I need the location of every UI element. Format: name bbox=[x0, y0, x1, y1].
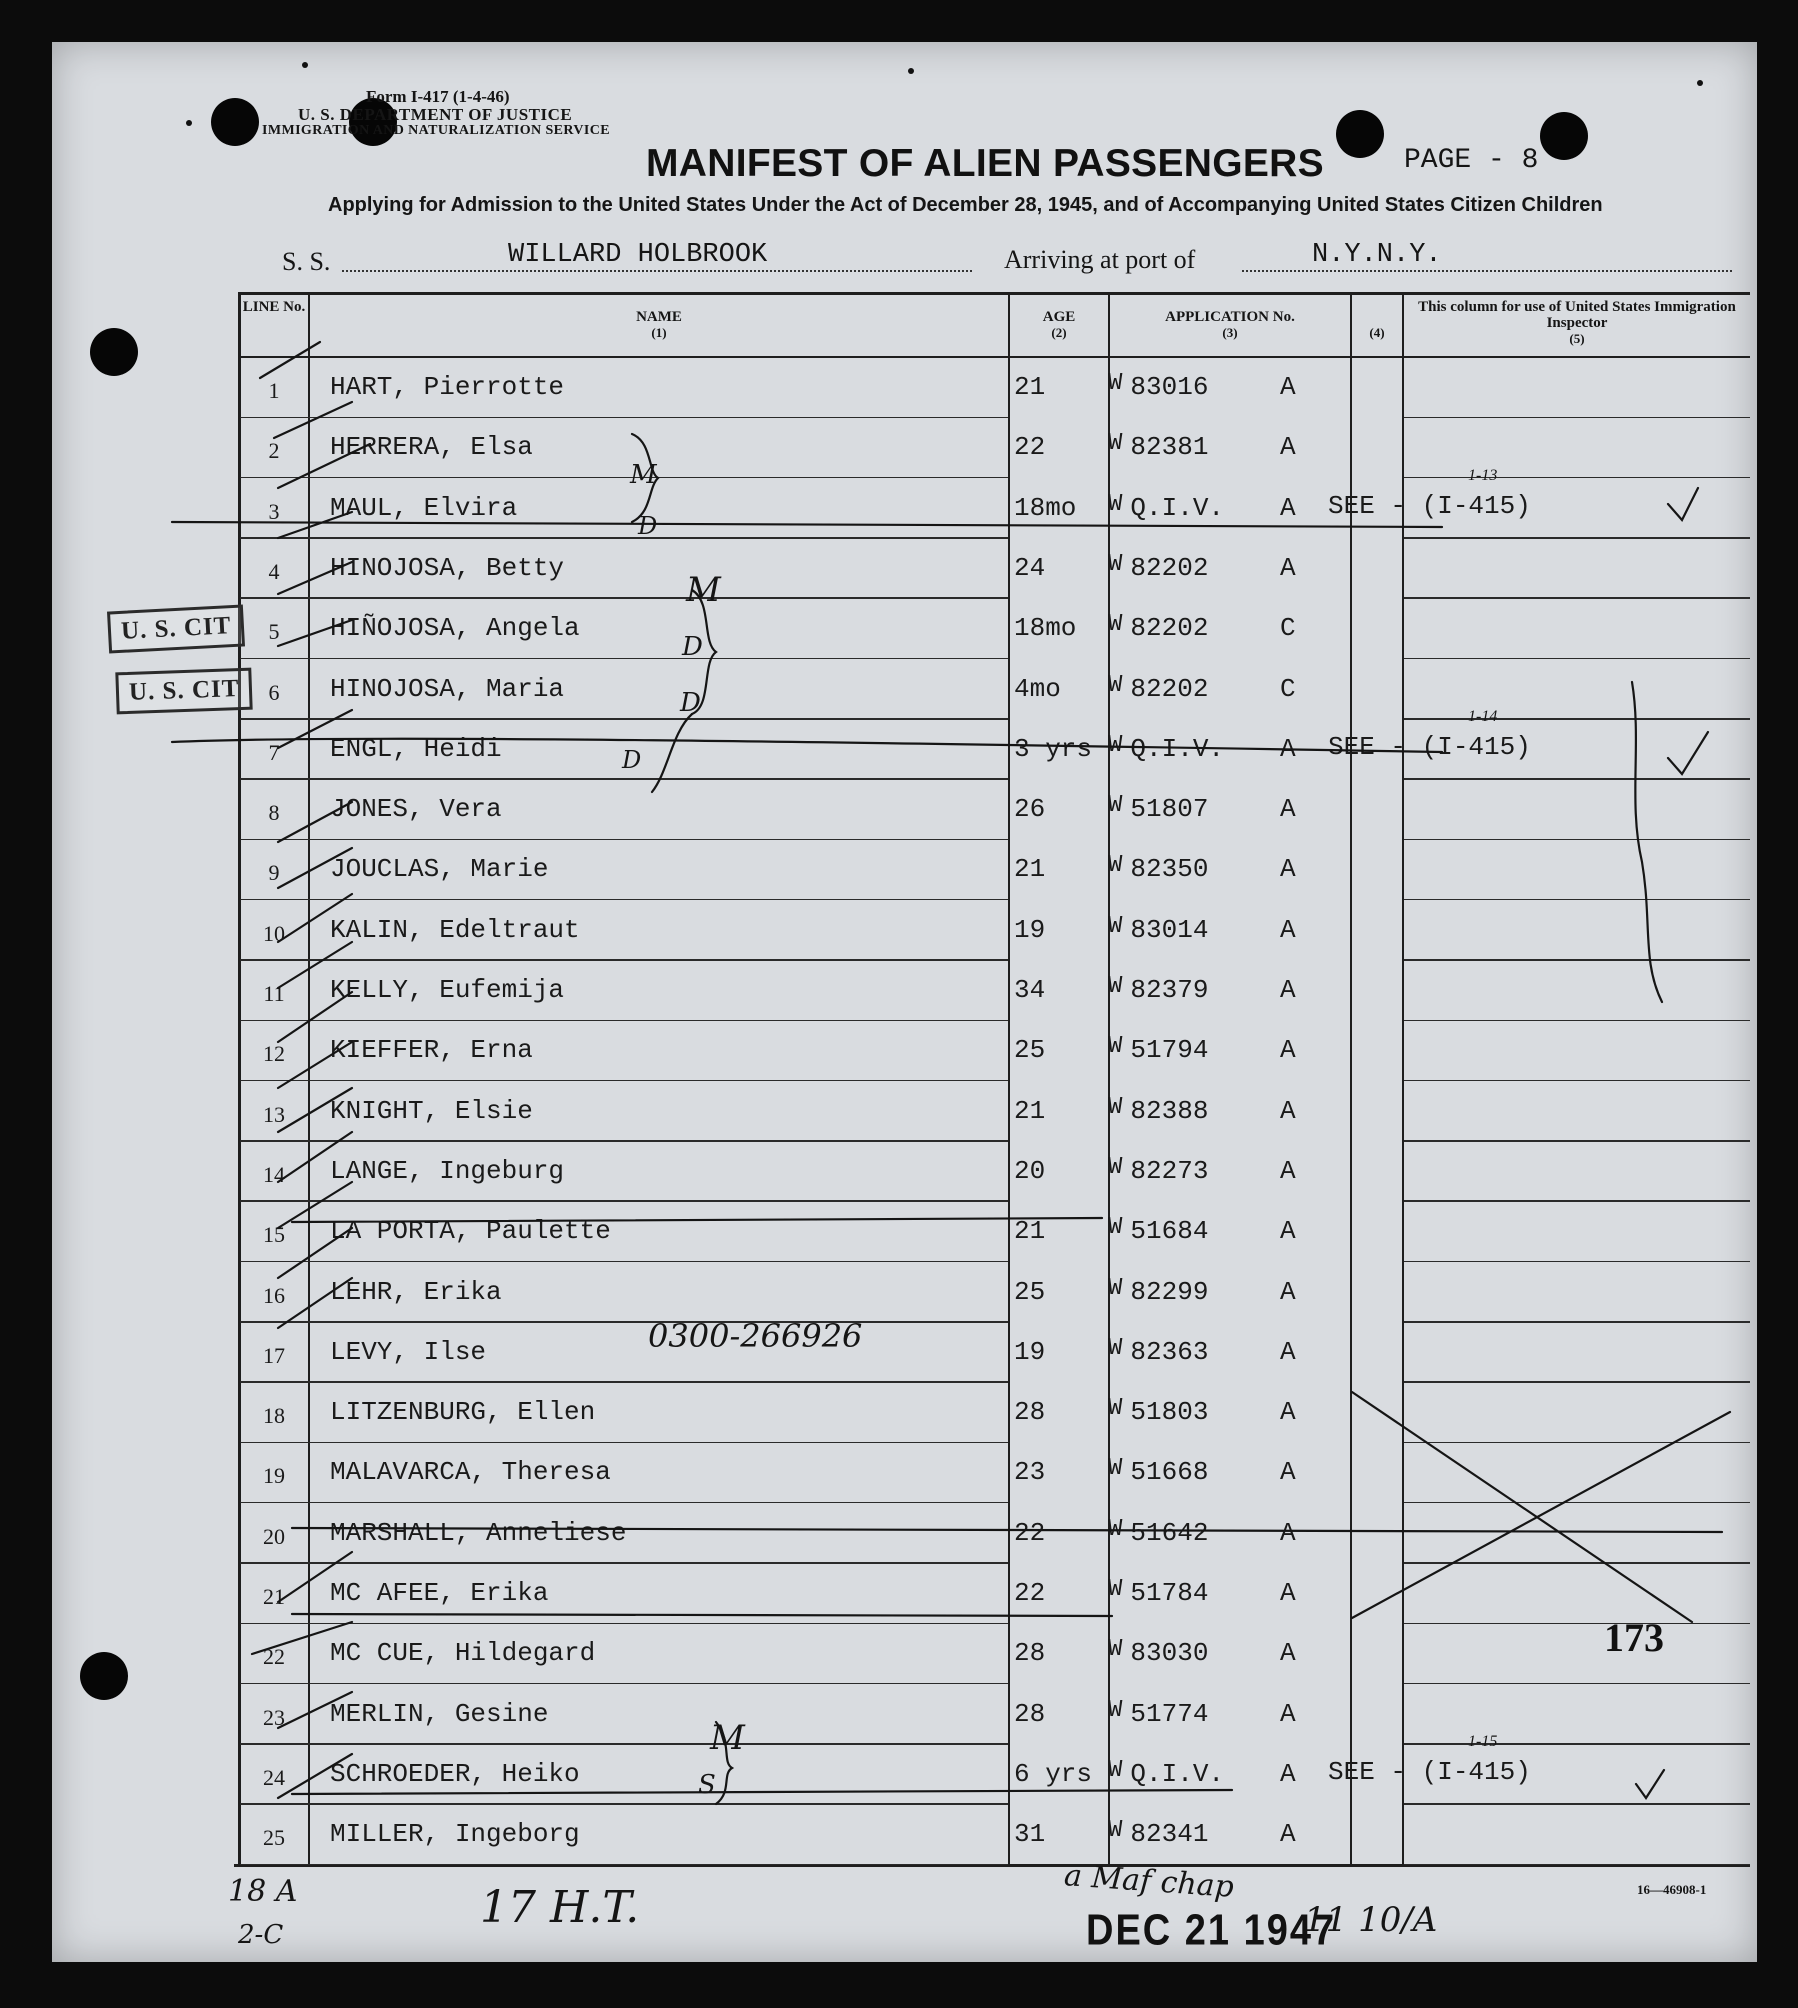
status-code: A bbox=[1280, 1216, 1296, 1247]
passenger-name: MC AFEE, Erika bbox=[330, 1578, 549, 1608]
passenger-name: KNIGHT, Elsie bbox=[330, 1095, 533, 1126]
passenger-name: HINOJOSA, Betty bbox=[330, 552, 565, 583]
application-value: 51774 bbox=[1130, 1698, 1209, 1729]
line-number: 10 bbox=[263, 920, 285, 946]
passenger-name: HIÑOJOSA, Angela bbox=[330, 613, 580, 644]
form-number: Form I-417 (1-4-46) bbox=[366, 87, 510, 106]
application-number bbox=[1108, 1756, 1225, 1789]
passenger-name: JOUCLAS, Marie bbox=[330, 854, 549, 885]
application-prefix: W bbox=[1108, 792, 1123, 820]
passenger-name: MERLIN, Gesine bbox=[330, 1698, 549, 1729]
application-prefix: W bbox=[1108, 1395, 1123, 1423]
inspector-note bbox=[1328, 707, 1531, 762]
page-number: PAGE - 8 bbox=[1404, 145, 1539, 176]
table-row bbox=[238, 780, 1750, 840]
port-name: N.Y.N.Y. bbox=[1312, 240, 1442, 270]
passenger-age: 22 bbox=[1014, 1578, 1046, 1608]
line-number: 8 bbox=[268, 800, 280, 826]
line-number: 13 bbox=[263, 1101, 285, 1127]
application-prefix: W bbox=[1108, 1515, 1123, 1543]
status-code: A bbox=[1280, 1698, 1296, 1729]
application-value: 51684 bbox=[1130, 1216, 1209, 1247]
application-prefix: W bbox=[1108, 1576, 1123, 1603]
inspector-value: SEE - (I-415) bbox=[1328, 490, 1531, 521]
table-row bbox=[238, 1732, 1750, 1805]
header-inspector-label: This column for use of United States Immigration Inspector bbox=[1418, 299, 1736, 331]
status-code: A bbox=[1280, 1457, 1296, 1488]
application-value: 51668 bbox=[1130, 1457, 1209, 1488]
application-number bbox=[1108, 912, 1209, 945]
passenger-age: 24 bbox=[1014, 552, 1046, 583]
application-value: 82388 bbox=[1130, 1095, 1209, 1126]
header-app bbox=[1110, 310, 1350, 339]
status-code: A bbox=[1280, 372, 1296, 402]
status-code: A bbox=[1280, 1758, 1296, 1789]
status-code: A bbox=[1280, 1397, 1296, 1428]
header-app-label: APPLICATION No. bbox=[1165, 309, 1295, 325]
table-row bbox=[238, 466, 1750, 539]
passenger-name: JONES, Vera bbox=[330, 794, 502, 825]
status-code: A bbox=[1280, 1517, 1296, 1548]
ink-speck bbox=[1697, 80, 1703, 86]
passenger-name: HINOJOSA, Maria bbox=[330, 673, 565, 704]
punch-hole bbox=[211, 98, 259, 146]
header-inspector-num: (5) bbox=[1569, 330, 1585, 346]
passenger-name: MARSHALL, Anneliese bbox=[330, 1517, 627, 1548]
application-prefix: W bbox=[1108, 1274, 1123, 1302]
punch-hole bbox=[1540, 112, 1588, 160]
header-age-label: AGE bbox=[1042, 309, 1076, 325]
table-row bbox=[238, 1316, 1750, 1383]
status-code: A bbox=[1280, 1336, 1296, 1367]
bottom-left-note-2: 2-C bbox=[238, 1920, 284, 1950]
passenger-name: KELLY, Eufemija bbox=[330, 975, 565, 1005]
application-number bbox=[1108, 1696, 1209, 1729]
passenger-age: 19 bbox=[1014, 914, 1046, 945]
application-prefix: W bbox=[1108, 1033, 1123, 1061]
line-number: 11 bbox=[263, 981, 285, 1006]
passenger-name: MILLER, Ingeborg bbox=[330, 1819, 580, 1850]
application-number bbox=[1108, 1035, 1208, 1065]
row-rule bbox=[240, 1864, 1008, 1866]
status-code: A bbox=[1280, 552, 1296, 583]
form-code: 16—46908-1 bbox=[1637, 1882, 1707, 1897]
line-number: 12 bbox=[263, 1041, 285, 1067]
application-number bbox=[1108, 1638, 1208, 1668]
status-code: A bbox=[1280, 975, 1296, 1005]
application-prefix: W bbox=[1108, 973, 1123, 1000]
passenger-name: SCHROEDER, Heiko bbox=[330, 1758, 580, 1789]
line-number: 21 bbox=[263, 1584, 285, 1609]
header-name-num: (1) bbox=[651, 324, 667, 340]
passenger-age: 22 bbox=[1014, 432, 1046, 463]
passenger-age: 28 bbox=[1014, 1698, 1046, 1729]
margin-note: D bbox=[682, 632, 703, 662]
application-prefix: W bbox=[1108, 731, 1123, 759]
passenger-name: MALAVARCA, Theresa bbox=[330, 1457, 611, 1488]
status-code: A bbox=[1280, 794, 1296, 825]
inspector-handwritten: 1-15 bbox=[1468, 1732, 1498, 1750]
passenger-age: 21 bbox=[1014, 1216, 1046, 1247]
application-value: 83016 bbox=[1130, 372, 1209, 402]
passenger-age: 6 yrs bbox=[1014, 1758, 1093, 1789]
passenger-name: MC CUE, Hildegard bbox=[330, 1638, 596, 1669]
table-top-rule bbox=[238, 292, 1750, 295]
application-number bbox=[1108, 613, 1208, 643]
passenger-age: 21 bbox=[1014, 854, 1046, 885]
table-row bbox=[238, 1624, 1750, 1684]
ship-name: WILLARD HOLBROOK bbox=[508, 240, 768, 270]
passenger-name: KIEFFER, Erna bbox=[330, 1035, 533, 1066]
table-row bbox=[238, 1805, 1750, 1865]
status-code: A bbox=[1280, 492, 1296, 523]
passenger-age: 21 bbox=[1014, 1095, 1046, 1126]
header-name bbox=[310, 310, 1008, 339]
header-inspector bbox=[1404, 300, 1750, 345]
application-number bbox=[1108, 372, 1208, 402]
application-value: 51642 bbox=[1130, 1517, 1209, 1548]
passenger-name: LEVY, Ilse bbox=[330, 1336, 487, 1367]
application-number bbox=[1108, 1274, 1209, 1307]
passenger-age: 28 bbox=[1014, 1397, 1046, 1428]
stamped-number: 173 bbox=[1604, 1615, 1664, 1660]
line-number: 2 bbox=[268, 438, 280, 464]
application-number bbox=[1108, 1216, 1208, 1246]
line-number: 3 bbox=[268, 498, 280, 524]
table-row bbox=[238, 707, 1750, 780]
passenger-age: 23 bbox=[1014, 1457, 1046, 1488]
line-number: 22 bbox=[263, 1644, 285, 1670]
application-value: 82273 bbox=[1130, 1155, 1209, 1186]
passenger-age: 21 bbox=[1014, 372, 1046, 402]
passenger-age: 25 bbox=[1014, 1035, 1046, 1066]
status-code: A bbox=[1280, 733, 1296, 764]
status-code: A bbox=[1280, 432, 1296, 463]
application-value: Q.I.V. bbox=[1130, 1758, 1225, 1789]
application-prefix: W bbox=[1108, 1817, 1123, 1845]
header-name-label: NAME bbox=[636, 309, 682, 325]
table-row bbox=[238, 1202, 1750, 1262]
passenger-age: 26 bbox=[1014, 794, 1046, 825]
bottom-left-note: 18 A bbox=[228, 1874, 298, 1909]
application-value: 82202 bbox=[1130, 673, 1209, 704]
header-age-num: (2) bbox=[1051, 324, 1067, 340]
table-row bbox=[238, 961, 1750, 1021]
line-number: 14 bbox=[263, 1161, 285, 1187]
row-rule bbox=[1404, 1864, 1750, 1866]
application-prefix: W bbox=[1108, 1696, 1123, 1724]
table-row bbox=[238, 840, 1750, 900]
line-number: 23 bbox=[263, 1704, 285, 1730]
margin-note: D bbox=[622, 746, 642, 774]
passenger-age: 3 yrs bbox=[1014, 733, 1093, 764]
inspector-handwritten: 1-13 bbox=[1468, 466, 1498, 484]
status-code: C bbox=[1280, 613, 1296, 644]
ink-speck bbox=[186, 120, 192, 126]
application-number bbox=[1108, 731, 1225, 764]
passenger-age: 19 bbox=[1014, 1336, 1046, 1367]
application-value: Q.I.V. bbox=[1130, 733, 1225, 764]
application-value: 82341 bbox=[1130, 1819, 1209, 1850]
application-number bbox=[1108, 1457, 1208, 1487]
application-number bbox=[1108, 1334, 1209, 1367]
application-value: 51807 bbox=[1130, 794, 1209, 825]
inspector-value: SEE - (I-415) bbox=[1328, 731, 1531, 762]
application-number bbox=[1108, 1578, 1208, 1608]
line-number: 7 bbox=[268, 739, 280, 765]
application-prefix: W bbox=[1108, 370, 1123, 397]
ship-dotline bbox=[342, 270, 972, 272]
application-number bbox=[1108, 794, 1208, 824]
punch-hole bbox=[1336, 110, 1384, 158]
application-prefix: W bbox=[1108, 912, 1123, 940]
table-row bbox=[238, 1021, 1750, 1081]
punch-hole bbox=[90, 328, 138, 376]
header-line-label: LINE No. bbox=[242, 299, 306, 315]
application-prefix: W bbox=[1108, 550, 1123, 578]
passenger-name: LEHR, Erika bbox=[330, 1276, 502, 1307]
application-number bbox=[1108, 1093, 1209, 1126]
passenger-age: 4mo bbox=[1014, 673, 1061, 704]
application-number bbox=[1108, 1819, 1208, 1849]
passenger-name: HART, Pierrotte bbox=[330, 372, 565, 402]
inspector-value: SEE - (I-415) bbox=[1328, 1756, 1531, 1787]
passenger-age: 18mo bbox=[1014, 492, 1077, 523]
application-number bbox=[1108, 550, 1209, 583]
date-stamp: DEC 21 1947 bbox=[1086, 1906, 1337, 1956]
inspector-note bbox=[1328, 466, 1531, 521]
ship-label: S. S. bbox=[282, 247, 331, 276]
us-citizen-stamp: U. S. CIT bbox=[115, 668, 253, 715]
application-prefix: W bbox=[1108, 1214, 1123, 1242]
line-number: 19 bbox=[263, 1463, 285, 1489]
header-status-num: (4) bbox=[1369, 325, 1385, 340]
application-prefix: W bbox=[1108, 852, 1123, 880]
line-number: 9 bbox=[268, 860, 280, 886]
table-row bbox=[238, 358, 1750, 418]
status-code: A bbox=[1280, 1578, 1296, 1608]
application-value: 82202 bbox=[1130, 552, 1209, 583]
application-value: 82350 bbox=[1130, 854, 1209, 885]
status-code: A bbox=[1280, 1638, 1296, 1669]
passenger-name: HERRERA, Elsa bbox=[330, 432, 533, 463]
line-number: 15 bbox=[263, 1222, 285, 1248]
table-row bbox=[238, 1564, 1750, 1624]
port-dotline bbox=[1242, 270, 1732, 272]
header-app-num: (3) bbox=[1222, 324, 1238, 340]
passenger-age: 34 bbox=[1014, 975, 1046, 1005]
application-value: 82202 bbox=[1130, 613, 1209, 644]
header-status bbox=[1352, 326, 1402, 340]
status-code: A bbox=[1280, 1819, 1296, 1850]
line-number: 25 bbox=[263, 1825, 285, 1851]
application-value: 51794 bbox=[1130, 1035, 1209, 1066]
us-citizen-stamp: U. S. CIT bbox=[107, 604, 245, 653]
line-number: 5 bbox=[268, 619, 280, 645]
passenger-table bbox=[238, 292, 1750, 1867]
application-value: 82381 bbox=[1130, 432, 1209, 463]
ink-speck bbox=[908, 68, 914, 74]
line-number: 20 bbox=[263, 1523, 285, 1549]
application-prefix: W bbox=[1108, 1636, 1123, 1664]
margin-note: D bbox=[638, 512, 658, 540]
passenger-age: 31 bbox=[1014, 1819, 1046, 1850]
status-code: A bbox=[1280, 1095, 1296, 1126]
application-value: Q.I.V. bbox=[1130, 492, 1225, 523]
application-prefix: W bbox=[1108, 1153, 1123, 1181]
form-service: IMMIGRATION AND NATURALIZATION SERVICE bbox=[262, 122, 611, 138]
margin-note: M bbox=[710, 1718, 745, 1758]
passenger-name: ENGL, Heidi bbox=[330, 733, 502, 764]
application-number bbox=[1108, 854, 1208, 884]
signature: a Maf chap bbox=[1062, 1858, 1235, 1905]
table-row bbox=[238, 418, 1750, 478]
application-number bbox=[1108, 432, 1208, 462]
table-row bbox=[238, 1082, 1750, 1142]
form-header bbox=[262, 88, 610, 138]
handwritten-number: 0300-266926 bbox=[648, 1316, 863, 1355]
status-code: A bbox=[1280, 1035, 1296, 1066]
bottom-right-note: 11 10/A bbox=[1304, 1900, 1438, 1940]
line-number: 24 bbox=[263, 1764, 285, 1790]
application-prefix: W bbox=[1108, 430, 1123, 458]
status-code: C bbox=[1280, 673, 1296, 704]
table-row bbox=[238, 1504, 1750, 1564]
inspector-note bbox=[1328, 1732, 1531, 1787]
table-row bbox=[238, 660, 1750, 720]
application-number bbox=[1108, 671, 1209, 704]
margin-note: M bbox=[630, 460, 657, 490]
application-prefix: W bbox=[1108, 1756, 1123, 1784]
line-number: 1 bbox=[268, 378, 280, 403]
application-number bbox=[1108, 1397, 1208, 1427]
application-value: 82363 bbox=[1130, 1336, 1209, 1367]
page-title: MANIFEST OF ALIEN PASSENGERS bbox=[646, 142, 1324, 185]
table-row bbox=[238, 1685, 1750, 1745]
application-number bbox=[1108, 1515, 1209, 1548]
table-row bbox=[238, 901, 1750, 961]
application-prefix: W bbox=[1108, 611, 1123, 639]
table-row bbox=[238, 539, 1750, 599]
application-value: 82379 bbox=[1130, 975, 1209, 1005]
header-age bbox=[1010, 310, 1108, 339]
passenger-age: 28 bbox=[1014, 1638, 1046, 1669]
punch-hole bbox=[80, 1652, 128, 1700]
passenger-name: LANGE, Ingeburg bbox=[330, 1155, 565, 1186]
passenger-age: 22 bbox=[1014, 1517, 1046, 1548]
passenger-name: LA PORTA, Paulette bbox=[330, 1216, 611, 1247]
status-code: A bbox=[1280, 854, 1296, 885]
application-value: 83014 bbox=[1130, 914, 1209, 945]
application-prefix: W bbox=[1108, 671, 1123, 699]
application-value: 82299 bbox=[1130, 1276, 1209, 1307]
port-label: Arriving at port of bbox=[1004, 245, 1196, 274]
application-value: 51803 bbox=[1130, 1397, 1209, 1428]
application-number bbox=[1108, 1153, 1209, 1186]
line-number: 17 bbox=[263, 1342, 285, 1368]
margin-note: S bbox=[698, 1770, 716, 1800]
passenger-name: KALIN, Edeltraut bbox=[330, 914, 580, 945]
application-prefix: W bbox=[1108, 490, 1123, 518]
application-number bbox=[1108, 975, 1208, 1005]
line-number: 18 bbox=[263, 1403, 285, 1429]
header-line bbox=[242, 300, 306, 316]
margin-note: D bbox=[680, 688, 701, 718]
line-number: 6 bbox=[268, 679, 280, 705]
table-row bbox=[238, 1142, 1750, 1202]
status-code: A bbox=[1280, 1276, 1296, 1307]
status-code: A bbox=[1280, 914, 1296, 945]
passenger-name: LITZENBURG, Ellen bbox=[330, 1397, 596, 1428]
bottom-mid-note: 17 H.T. bbox=[480, 1882, 640, 1933]
passenger-name: MAUL, Elvira bbox=[330, 492, 518, 523]
table-row bbox=[238, 1263, 1750, 1323]
margin-note: M bbox=[686, 570, 721, 610]
application-number bbox=[1108, 490, 1225, 523]
line-number: 4 bbox=[268, 558, 280, 584]
passenger-age: 25 bbox=[1014, 1276, 1046, 1307]
application-prefix: W bbox=[1108, 1455, 1123, 1483]
table-row bbox=[238, 1383, 1750, 1443]
inspector-handwritten: 1-14 bbox=[1468, 707, 1498, 725]
line-number: 16 bbox=[263, 1282, 285, 1308]
application-value: 83030 bbox=[1130, 1638, 1209, 1669]
passenger-age: 18mo bbox=[1014, 613, 1077, 644]
table-row bbox=[238, 1443, 1750, 1503]
application-prefix: W bbox=[1108, 1334, 1123, 1362]
form-department: U. S. DEPARTMENT OF JUSTICE bbox=[298, 104, 573, 124]
ink-speck bbox=[302, 62, 308, 68]
manifest-page bbox=[52, 42, 1757, 1962]
application-value: 51784 bbox=[1130, 1578, 1209, 1608]
application-prefix: W bbox=[1108, 1093, 1123, 1121]
subtitle: Applying for Admission to the United States Under the Act of December 28, 1945, and of Accompanying United States Citizen Children bbox=[328, 194, 1603, 216]
passenger-age: 20 bbox=[1014, 1155, 1046, 1186]
status-code: A bbox=[1280, 1155, 1296, 1186]
table-row bbox=[238, 599, 1750, 659]
